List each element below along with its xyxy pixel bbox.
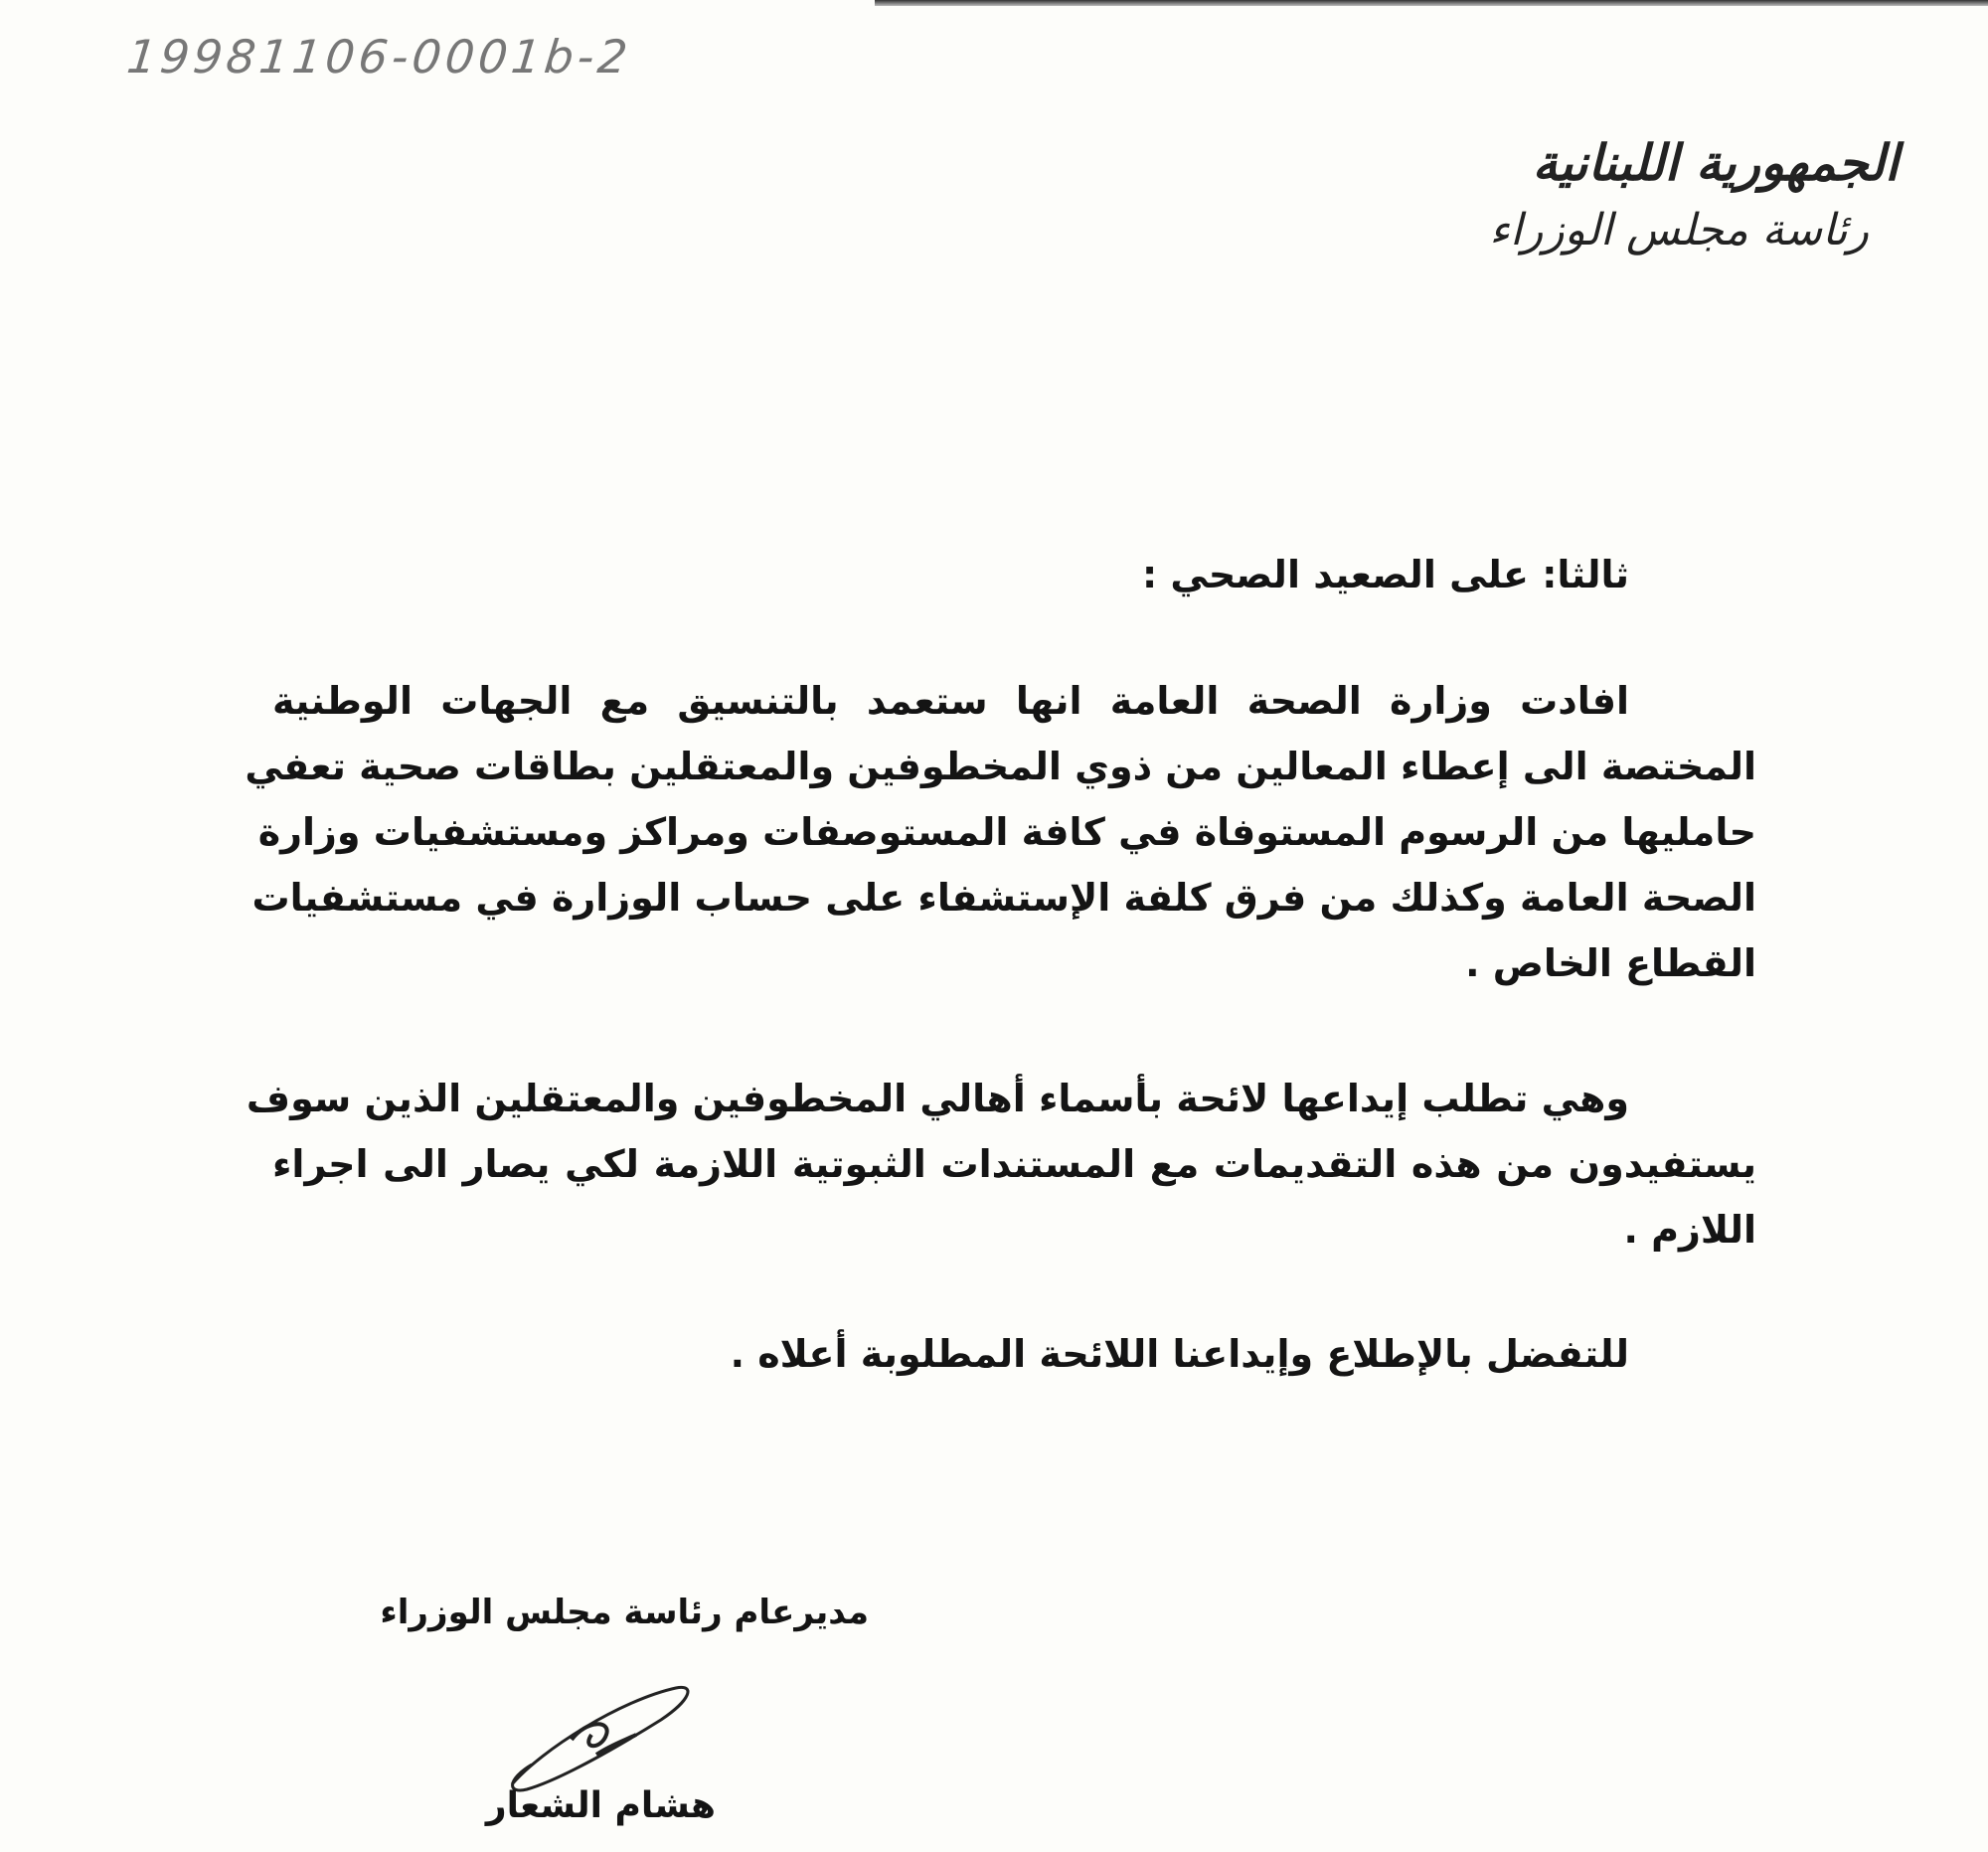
paragraph-line: وهي تطلب إيداعها لائحة بأسماء أهالي المخطوفين والمعتقلين الذين سوف	[246, 1077, 1629, 1120]
paragraph-line: يستفيدون من هذه التقديمات مع المستندات الثبوتية اللازمة لكي يصار الى اجراء	[272, 1142, 1756, 1186]
section-heading: ثالثا: على الصعيد الصحي :	[1141, 553, 1629, 596]
paragraph-line: افادت وزارة الصحة العامة انها ستعمد بالتنسيق مع الجهات الوطنية	[272, 679, 1629, 723]
handwritten-signature	[502, 1680, 701, 1799]
paragraph-line: القطاع الخاص .	[1465, 941, 1756, 985]
signatory-name: هشام الشعار	[485, 1785, 716, 1826]
scan-edge	[875, 0, 1988, 6]
paragraph-line: حامليها من الرسوم المستوفاة في كافة المستوصفات ومراكز ومستشفيات وزارة	[257, 810, 1756, 854]
paragraph-health-cards	[245, 668, 1756, 996]
letterhead	[1471, 127, 1899, 262]
closing-line: للتفضل بالإطلاع وإيداعنا اللائحة المطلوبة أعلاه .	[730, 1332, 1629, 1376]
paragraph-line: المختصة الى إعطاء المعالين من ذوي المخطوفين والمعتقلين بطاقات صحية تعفي	[245, 745, 1756, 788]
letterhead-republic: الجمهورية اللبنانية	[1532, 133, 1899, 192]
paragraph-list-request	[246, 1066, 1756, 1263]
paragraph-line: اللازم .	[1623, 1208, 1756, 1252]
handwritten-reference-number: 19981106-0001b-2	[124, 30, 634, 84]
signatory-title: مديرعام رئاسة مجلس الوزراء	[380, 1593, 869, 1632]
letterhead-presidency: رئاسة مجلس الوزراء	[1489, 205, 1869, 255]
paragraph-line: الصحة العامة وكذلك من فرق كلفة الإستشفاء على حساب الوزارة في مستشفيات	[251, 876, 1756, 920]
